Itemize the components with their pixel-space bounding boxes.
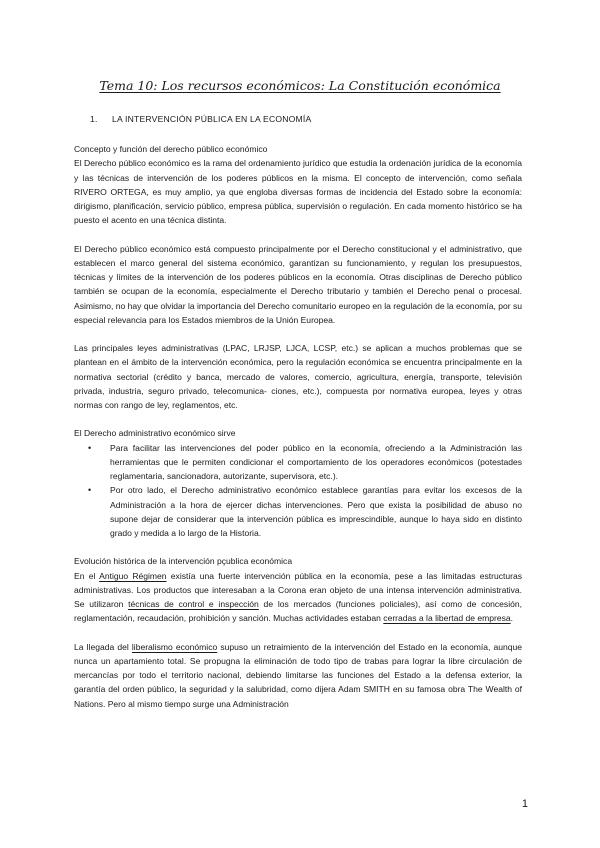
bullet-item-garantias: • Por otro lado, el Derecho administrativo económico establece garantías para evitar los excesos de la Administración a la hora de ejercer dichas intervenciones. Pero que exista la posibilidad de abuso no supone dejar de considerar que la intervención pública es imprescindible, aunque lo haya sido en distinto grado y medida a lo largo de la Historia. xyxy=(110,483,522,540)
document-body xyxy=(74,142,522,725)
paragraph-leyes: Las principales leyes administrativas (LPAC, LRJSP, LJCA, LCSP, etc.) se aplican a muchos problemas que se plantean en el ámbito de la intervención económica, pero la regulación económica se encuentra principalmente en la normativa sectorial (crédito y banca, mercado de valores, comercio, agricultura, energía, transporte, televisión privada, industria, seguro privado, telecomunica- ciones, etc.), compuesta por normativa europea, leyes y otras normas con rango de ley, reglamentos, etc. xyxy=(74,343,522,410)
text-run: supuso un retraimiento de la intervención del Estado en la economía, aunque nunca un apartamiento total. Se propugna la eliminación de todo tipo de trabas para lograr la libre circulación de mercancías por todo el territorio nacional, debiendo limitarse las funciones del Estado a la defensa exterior, la garantía del orden público, la seguridad y la salubridad, como dijera Adam SMITH en su famosa obra The Wealth of Nations. Pero al mismo tiempo surge una Administración xyxy=(74,641,522,709)
paragraph-sirve-lead: El Derecho administrativo económico sirve xyxy=(74,428,236,439)
section-number: 1. xyxy=(90,114,98,124)
bullet-list xyxy=(74,441,522,541)
underlined-tecnicas-control: técnicas de control e inspección xyxy=(128,599,259,609)
section-title: LA INTERVENCIÓN PÚBLICA EN LA ECONOMÍA xyxy=(112,114,312,124)
document-title: Tema 10: Los recursos económicos: La Constitución económica xyxy=(99,78,501,93)
section-heading xyxy=(90,114,311,124)
paragraph-concepto: El Derecho público económico es la rama del ordenamiento jurídico que estudia la ordenación jurídica de la economía y las técnicas de intervención de los poderes públicos en la misma. El concepto de intervención, como señala RIVERO ORTEGA, es muy amplio, ya que engloba diversas formas de incidencia del Estado sobre la economía: dirigismo, planificación, servicio público, empresa pública, supervisión o regulación. En cada momento histórico se ha puesto el acento en una técnica distinta. xyxy=(74,158,522,226)
paragraph-composicion: El Derecho público económico está compuesto principalmente por el Derecho constitucional y el administrativo, que establecen el marco general del sistema económico, garantizan su funcionamiento, y regulan los presupuestos, técnicas y límites de la intervención de los poderes públicos en la economía. Otras disciplinas de Derecho público también se ocupan de la economía, especialmente el Derecho tributario y también el Derecho penal o procesal. Asimismo, no hay que olvidar la importancia del Derecho comunitario europeo en la regulación de la economía, por su especial relevancia para los Estados miembros de la Unión Europea. xyxy=(74,243,523,325)
text-run: existía una fuerte intervención pública en la economía, pese a las limitadas estructuras administrativas. Los productos que interesaban a la Corona eran objeto de una intensa intervención administrativa. Se utilizaron xyxy=(74,570,522,609)
text-run: La llegada del xyxy=(74,641,132,652)
text-run: En el xyxy=(74,570,100,581)
subheading-concepto: Concepto y función del derecho público económico xyxy=(74,144,268,154)
paragraph-liberalismo xyxy=(74,640,522,711)
paragraph-antiguo-regimen xyxy=(74,569,522,626)
bullet-item-facilitar: • Para facilitar las intervenciones del poder público en la economía, ofreciendo a la Administración las herramientas que le permiten condicionar el comportamiento de los operadores económicos (potestades reglamentaria, sancionadora, autorizante, supervisora, etc.). xyxy=(110,441,522,484)
page-number: 1 xyxy=(521,798,528,810)
underlined-liberalismo: liberalismo económico xyxy=(131,641,218,652)
underlined-antiguo-regimen: Antiguo Régimen xyxy=(99,570,167,581)
subheading-evolucion: Evolución histórica de la intervención pçublica económica xyxy=(74,556,293,567)
text-run: . xyxy=(510,613,513,624)
text-run: de los mercados (funciones policiales), así como de concesión, reglamentación, recaudación, prohibición y sanción. Muchas actividades estaban xyxy=(74,599,522,624)
underlined-cerradas-libertad: cerradas a la libertad de empresa xyxy=(383,613,511,624)
